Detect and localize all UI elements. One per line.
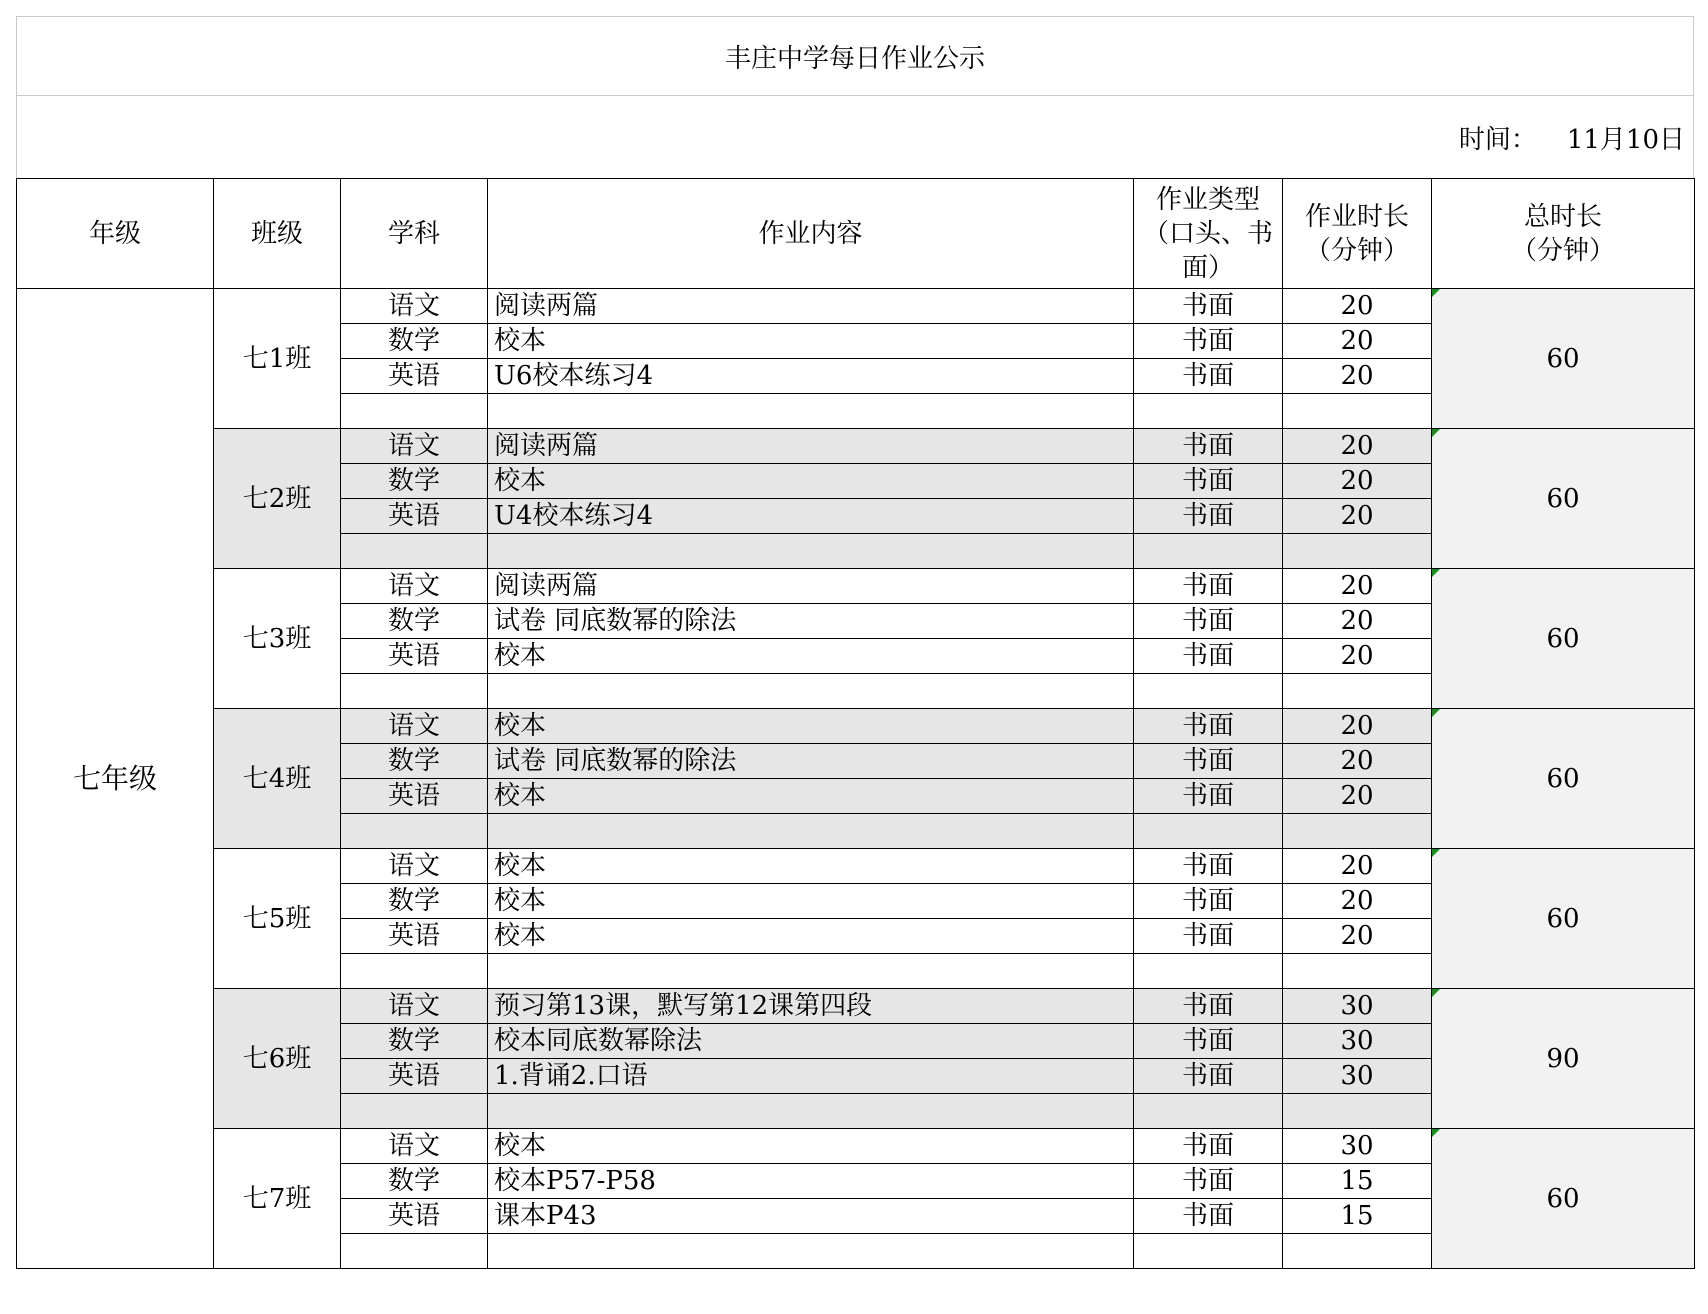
table-body (17, 289, 1695, 1269)
type-cell: 书面 (1134, 359, 1283, 394)
minutes-cell: 20 (1283, 289, 1432, 324)
total-value: 60 (1546, 763, 1580, 794)
header-total-line2: （分钟） (1510, 235, 1615, 266)
table-row (17, 989, 1695, 1024)
type-cell (1134, 674, 1283, 709)
minutes-cell: 30 (1283, 1129, 1432, 1164)
homework-table (16, 178, 1695, 1269)
subject-cell: 数学 (341, 884, 488, 919)
table-row (17, 1129, 1695, 1164)
total-cell (1432, 569, 1695, 709)
comment-flag-icon (1432, 429, 1440, 437)
class-cell: 七1班 (214, 289, 341, 429)
minutes-cell (1283, 1234, 1432, 1269)
header-type-line3: 面） (1181, 252, 1234, 283)
content-cell (488, 1094, 1134, 1129)
content-cell: 校本 (488, 919, 1134, 954)
comment-flag-icon (1432, 849, 1440, 857)
type-cell: 书面 (1134, 324, 1283, 359)
content-cell: 阅读两篇 (488, 569, 1134, 604)
content-cell (488, 674, 1134, 709)
subject-cell (341, 814, 488, 849)
total-cell (1432, 709, 1695, 849)
minutes-cell: 20 (1283, 884, 1432, 919)
content-cell: 校本 (488, 779, 1134, 814)
subject-cell (341, 674, 488, 709)
grade-cell: 七年级 (17, 289, 214, 1269)
type-cell: 书面 (1134, 499, 1283, 534)
total-value: 60 (1546, 623, 1580, 654)
header-subject: 学科 (341, 179, 488, 289)
table-row (17, 709, 1695, 744)
subject-cell: 英语 (341, 779, 488, 814)
content-cell: 校本 (488, 324, 1134, 359)
minutes-cell (1283, 954, 1432, 989)
table-row (17, 289, 1695, 324)
comment-flag-icon (1432, 709, 1440, 717)
header-class: 班级 (214, 179, 341, 289)
subject-cell: 数学 (341, 464, 488, 499)
type-cell: 书面 (1134, 604, 1283, 639)
date-line (16, 96, 1694, 178)
content-cell: 校本 (488, 1129, 1134, 1164)
subject-cell: 语文 (341, 849, 488, 884)
subject-cell: 数学 (341, 744, 488, 779)
type-cell (1134, 1094, 1283, 1129)
minutes-cell: 20 (1283, 604, 1432, 639)
subject-cell: 语文 (341, 1129, 488, 1164)
subject-cell (341, 1234, 488, 1269)
class-cell: 七6班 (214, 989, 341, 1129)
total-cell (1432, 1129, 1695, 1269)
minutes-cell: 20 (1283, 919, 1432, 954)
minutes-cell: 20 (1283, 744, 1432, 779)
header-duration-line1: 作业时长 (1304, 201, 1409, 232)
total-cell (1432, 989, 1695, 1129)
total-value: 60 (1546, 1183, 1580, 1214)
type-cell (1134, 394, 1283, 429)
type-cell: 书面 (1134, 569, 1283, 604)
subject-cell: 语文 (341, 709, 488, 744)
type-cell (1134, 814, 1283, 849)
content-cell (488, 1234, 1134, 1269)
type-cell: 书面 (1134, 429, 1283, 464)
type-cell: 书面 (1134, 849, 1283, 884)
minutes-cell: 20 (1283, 429, 1432, 464)
sheet-title: 丰庄中学每日作业公示 (16, 16, 1694, 96)
table-row (17, 429, 1695, 464)
content-cell: U4校本练习4 (488, 499, 1134, 534)
header-duration-line2: （分钟） (1304, 235, 1409, 266)
subject-cell (341, 534, 488, 569)
content-cell: 预习第13课，默写第12课第四段 (488, 989, 1134, 1024)
type-cell (1134, 1234, 1283, 1269)
type-cell: 书面 (1134, 989, 1283, 1024)
header-grade: 年级 (17, 179, 214, 289)
minutes-cell (1283, 814, 1432, 849)
minutes-cell: 20 (1283, 499, 1432, 534)
type-cell: 书面 (1134, 289, 1283, 324)
total-value: 60 (1546, 343, 1580, 374)
total-cell (1432, 289, 1695, 429)
date-label: 时间： (1458, 124, 1537, 155)
subject-cell: 英语 (341, 639, 488, 674)
content-cell: 校本 (488, 464, 1134, 499)
comment-flag-icon (1432, 289, 1440, 297)
subject-cell: 英语 (341, 359, 488, 394)
header-type-line2: （口头、书 (1142, 218, 1273, 249)
content-cell (488, 954, 1134, 989)
type-cell: 书面 (1134, 1059, 1283, 1094)
minutes-cell (1283, 674, 1432, 709)
subject-cell: 语文 (341, 429, 488, 464)
header-duration (1283, 179, 1432, 289)
content-cell (488, 394, 1134, 429)
minutes-cell: 15 (1283, 1199, 1432, 1234)
class-cell: 七4班 (214, 709, 341, 849)
table-row (17, 569, 1695, 604)
table-row (17, 849, 1695, 884)
total-value: 60 (1546, 903, 1580, 934)
header-row (17, 179, 1695, 289)
type-cell: 书面 (1134, 1199, 1283, 1234)
subject-cell (341, 394, 488, 429)
minutes-cell: 20 (1283, 569, 1432, 604)
subject-cell: 语文 (341, 569, 488, 604)
minutes-cell: 15 (1283, 1164, 1432, 1199)
minutes-cell: 30 (1283, 1024, 1432, 1059)
content-cell (488, 534, 1134, 569)
subject-cell: 语文 (341, 289, 488, 324)
subject-cell: 数学 (341, 604, 488, 639)
type-cell: 书面 (1134, 639, 1283, 674)
type-cell: 书面 (1134, 464, 1283, 499)
subject-cell: 语文 (341, 989, 488, 1024)
content-cell: 校本 (488, 639, 1134, 674)
header-total-line1: 总时长 (1523, 201, 1602, 232)
type-cell: 书面 (1134, 1129, 1283, 1164)
header-content: 作业内容 (488, 179, 1134, 289)
minutes-cell: 20 (1283, 849, 1432, 884)
header-type-line1: 作业类型 (1155, 184, 1260, 215)
class-cell: 七5班 (214, 849, 341, 989)
content-cell: 校本P57-P58 (488, 1164, 1134, 1199)
content-cell: 校本同底数幂除法 (488, 1024, 1134, 1059)
minutes-cell: 20 (1283, 464, 1432, 499)
content-cell: 课本P43 (488, 1199, 1134, 1234)
minutes-cell: 30 (1283, 1059, 1432, 1094)
minutes-cell: 20 (1283, 709, 1432, 744)
comment-flag-icon (1432, 569, 1440, 577)
class-cell: 七7班 (214, 1129, 341, 1269)
type-cell: 书面 (1134, 884, 1283, 919)
total-cell (1432, 429, 1695, 569)
subject-cell: 英语 (341, 1199, 488, 1234)
subject-cell: 英语 (341, 919, 488, 954)
content-cell: 校本 (488, 849, 1134, 884)
type-cell: 书面 (1134, 919, 1283, 954)
subject-cell: 数学 (341, 1024, 488, 1059)
content-cell (488, 814, 1134, 849)
minutes-cell (1283, 534, 1432, 569)
content-cell: 阅读两篇 (488, 429, 1134, 464)
comment-flag-icon (1432, 1129, 1440, 1137)
content-cell: U6校本练习4 (488, 359, 1134, 394)
subject-cell: 数学 (341, 324, 488, 359)
minutes-cell (1283, 394, 1432, 429)
minutes-cell (1283, 1094, 1432, 1129)
homework-sheet (16, 16, 1694, 1269)
type-cell (1134, 534, 1283, 569)
content-cell: 试卷 同底数幂的除法 (488, 604, 1134, 639)
minutes-cell: 20 (1283, 639, 1432, 674)
subject-cell: 英语 (341, 499, 488, 534)
header-total (1432, 179, 1695, 289)
subject-cell (341, 1094, 488, 1129)
subject-cell: 英语 (341, 1059, 488, 1094)
content-cell: 1.背诵2.口语 (488, 1059, 1134, 1094)
total-value: 90 (1546, 1043, 1580, 1074)
type-cell: 书面 (1134, 779, 1283, 814)
content-cell: 校本 (488, 709, 1134, 744)
comment-flag-icon (1432, 989, 1440, 997)
type-cell: 书面 (1134, 1164, 1283, 1199)
content-cell: 校本 (488, 884, 1134, 919)
type-cell: 书面 (1134, 744, 1283, 779)
minutes-cell: 30 (1283, 989, 1432, 1024)
class-cell: 七3班 (214, 569, 341, 709)
minutes-cell: 20 (1283, 324, 1432, 359)
total-cell (1432, 849, 1695, 989)
date-value: 11月10日 (1566, 124, 1685, 155)
subject-cell: 数学 (341, 1164, 488, 1199)
type-cell (1134, 954, 1283, 989)
content-cell: 试卷 同底数幂的除法 (488, 744, 1134, 779)
header-type (1134, 179, 1283, 289)
minutes-cell: 20 (1283, 359, 1432, 394)
minutes-cell: 20 (1283, 779, 1432, 814)
type-cell: 书面 (1134, 709, 1283, 744)
content-cell: 阅读两篇 (488, 289, 1134, 324)
total-value: 60 (1546, 483, 1580, 514)
type-cell: 书面 (1134, 1024, 1283, 1059)
subject-cell (341, 954, 488, 989)
class-cell: 七2班 (214, 429, 341, 569)
